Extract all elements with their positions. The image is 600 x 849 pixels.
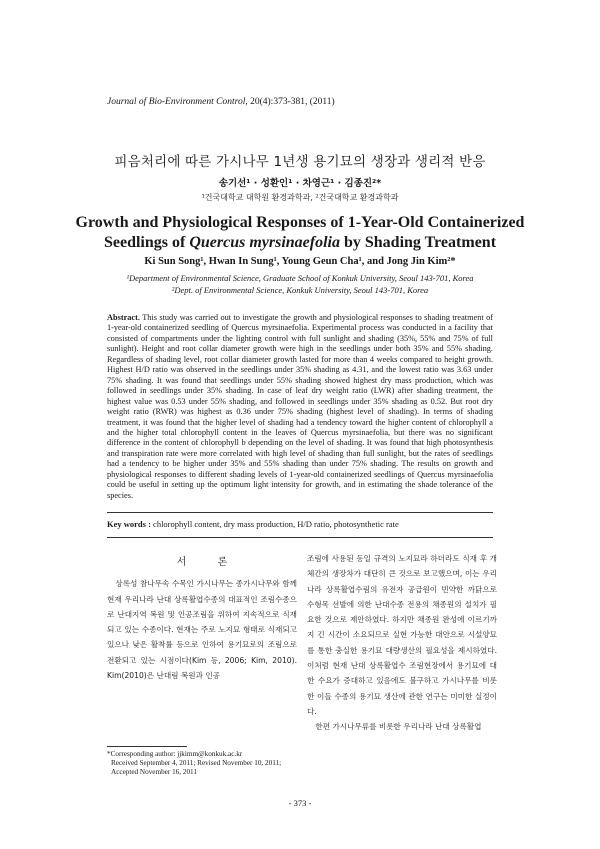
divider-top: [107, 512, 493, 513]
journal-volume-pages: 20(4):373-381, (2011): [247, 97, 335, 107]
section-heading-introduction: 서 론: [176, 557, 242, 568]
affiliation-2: ²Dept. of Environmental Science, Konkuk University, Seoul 143-701, Korea: [171, 285, 429, 295]
affiliation-1: ¹Department of Environmental Science, Graduate School of Konkuk University, Seoul 143-701, Korea: [126, 273, 474, 283]
received-dates: Received September 4, 2011; Revised November 10, 2011;: [111, 759, 282, 768]
keywords-text: chlorophyll content, dry mass production, H/D ratio, photosynthetic rate: [150, 519, 399, 529]
english-title-line2: [0, 233, 600, 253]
english-title: [0, 213, 600, 253]
english-title-line1: Growth and Physiological Responses of 1-Year-Old Containerized: [75, 214, 525, 231]
accepted-date: Accepted November 16, 2011: [111, 768, 197, 777]
abstract-text: This study was carried out to investigate the growth and physiological responses to shading treatment of 1-year-old containerized seedling of Quercus myrsinaefolia. Experimental process was conducted in a facility that consisted of compartments under the lighting control with full sunlight and shading (35%, 55% and 75% of full sunlight). Height and root collar diameter growth were high in the seedlings under both 35% and 55% shading. Regardless of shading level, root collar diameter growth lasted for more than 4 weeks compared to height growth. Highest H/D ratio was observed in the seedlings under 35% shading as 4.31, and the lowest ratio was 3.63 under 75% shading. It was found that seedlings under 55% shading showed highest dry mass production, which was followed in seedlings under 35% shading. In case of leaf dry weight ratio (LWR) after shading treatment, the highest value was 0.53 under 55% shading, and followed in seedlings under 35% shading as 0.52. But root dry weight ratio (RWR) was highest as 0.36 under 75% shading (highest level of shading). In terms of shading treatment, it was found that the higher level of shading had a tendency toward the higher content of chlorophyll a and the higher total chlorophyll content in the leaves of Quercus myrsinaefolia, but there was no significant difference in the content of chlorophyll b depending on the level of shading. It was found that high photosynthesis and transpiration rate were more correlated with high level of shading than full sunlight, but the rates of seedlings had a tendency to be higher under 35% and 55% shading than under 75% shading. The results on growth and physiological responses to different shading levels of 1-year-old containerized seedlings of Quercus myrsinaefolia could be useful in setting up the optimum light intensity for growth, and in estimating the shade tolerance of the species.: [107, 313, 493, 500]
english-authors: Ki Sun Song¹, Hwan In Sung¹, Young Geun Cha¹, and Jong Jin Kim²*: [144, 256, 456, 267]
footnote: [107, 750, 297, 778]
abstract-label: Abstract.: [107, 313, 140, 322]
keywords-label: Key words :: [107, 519, 151, 529]
english-title-species: Quercus myrsinaefolia: [189, 234, 340, 251]
body-paragraph: 상록성 참나무속 수목인 가시나무는 종가시나무와 함께 현재 우리나라 난대 상록활엽수종의 대표적인 조림수종으로 난대지역 복원 및 인공조림을 위하여 지속적으로 식재되고 있는 수종이다. 현재는 주로 노지묘 형태로 식재되고 있으나 낮은 활착률 등으로 인하여 용기묘로의 조림으로 전환되고 있는 시점이다(Kim 등, 2006; Kim, 2010). Kim(2010)은 난대림 복원과 인공: [107, 579, 297, 681]
divider-bottom: [107, 537, 493, 538]
body-paragraph: 한편 가시나무류를 비롯한 우리나라 난대 상록활엽: [315, 722, 482, 732]
abstract: [107, 313, 493, 501]
korean-title: 피음처리에 따른 가시나무 1년생 용기묘의 생장과 생리적 반응: [114, 154, 486, 170]
corresponding-author: *Corresponding author: jjkimm@konkuk.ac.kr: [107, 750, 243, 758]
korean-affiliations: ¹건국대학교 대학원 환경과학과, ²건국대학교 환경과학과: [201, 193, 399, 202]
keywords: [107, 519, 497, 529]
journal-name: Journal of Bio-Environment Control,: [107, 97, 248, 107]
journal-citation: [107, 97, 335, 107]
body-paragraph: 조림에 사용된 동일 규격의 노지묘라 하더라도 식재 후 개체간의 생장차가 대단히 큰 것으로 보고했으며, 이는 우리나라 상록활엽수림의 유전자 공급원이 빈약한 까닭으로 수형목 선발에 의한 난대수종 전용의 채종원의 설치가 필요한 것으로 제안하였다. 하지만 채종원 완성에 이르기까지 긴 시간이 소요되므로 실현 가능한 대안으로 시설양묘를 통한 충실한 용기묘 대량생산의 필요성을 제시하였다. 이처럼 현재 난대 상록활엽수 조림현장에서 용기묘에 대한 수요가 증대하고 있음에도 불구하고 가시나무를 비롯한 이들 수종의 용기묘 생산에 관한 연구는 미미한 실정이다.: [307, 554, 497, 716]
english-title-line2-post: by Shading Treatment: [339, 234, 497, 251]
page-number: - 373 -: [288, 798, 312, 808]
english-title-line2-pre: Seedlings of: [103, 234, 190, 251]
body-right-column: [307, 551, 497, 735]
body-left-column: [107, 555, 297, 683]
footnote-divider: [107, 746, 187, 747]
korean-authors: 송기선¹ · 성환인¹ · 차영근¹ · 김종진²*: [218, 178, 382, 189]
english-affiliations: [0, 272, 600, 296]
